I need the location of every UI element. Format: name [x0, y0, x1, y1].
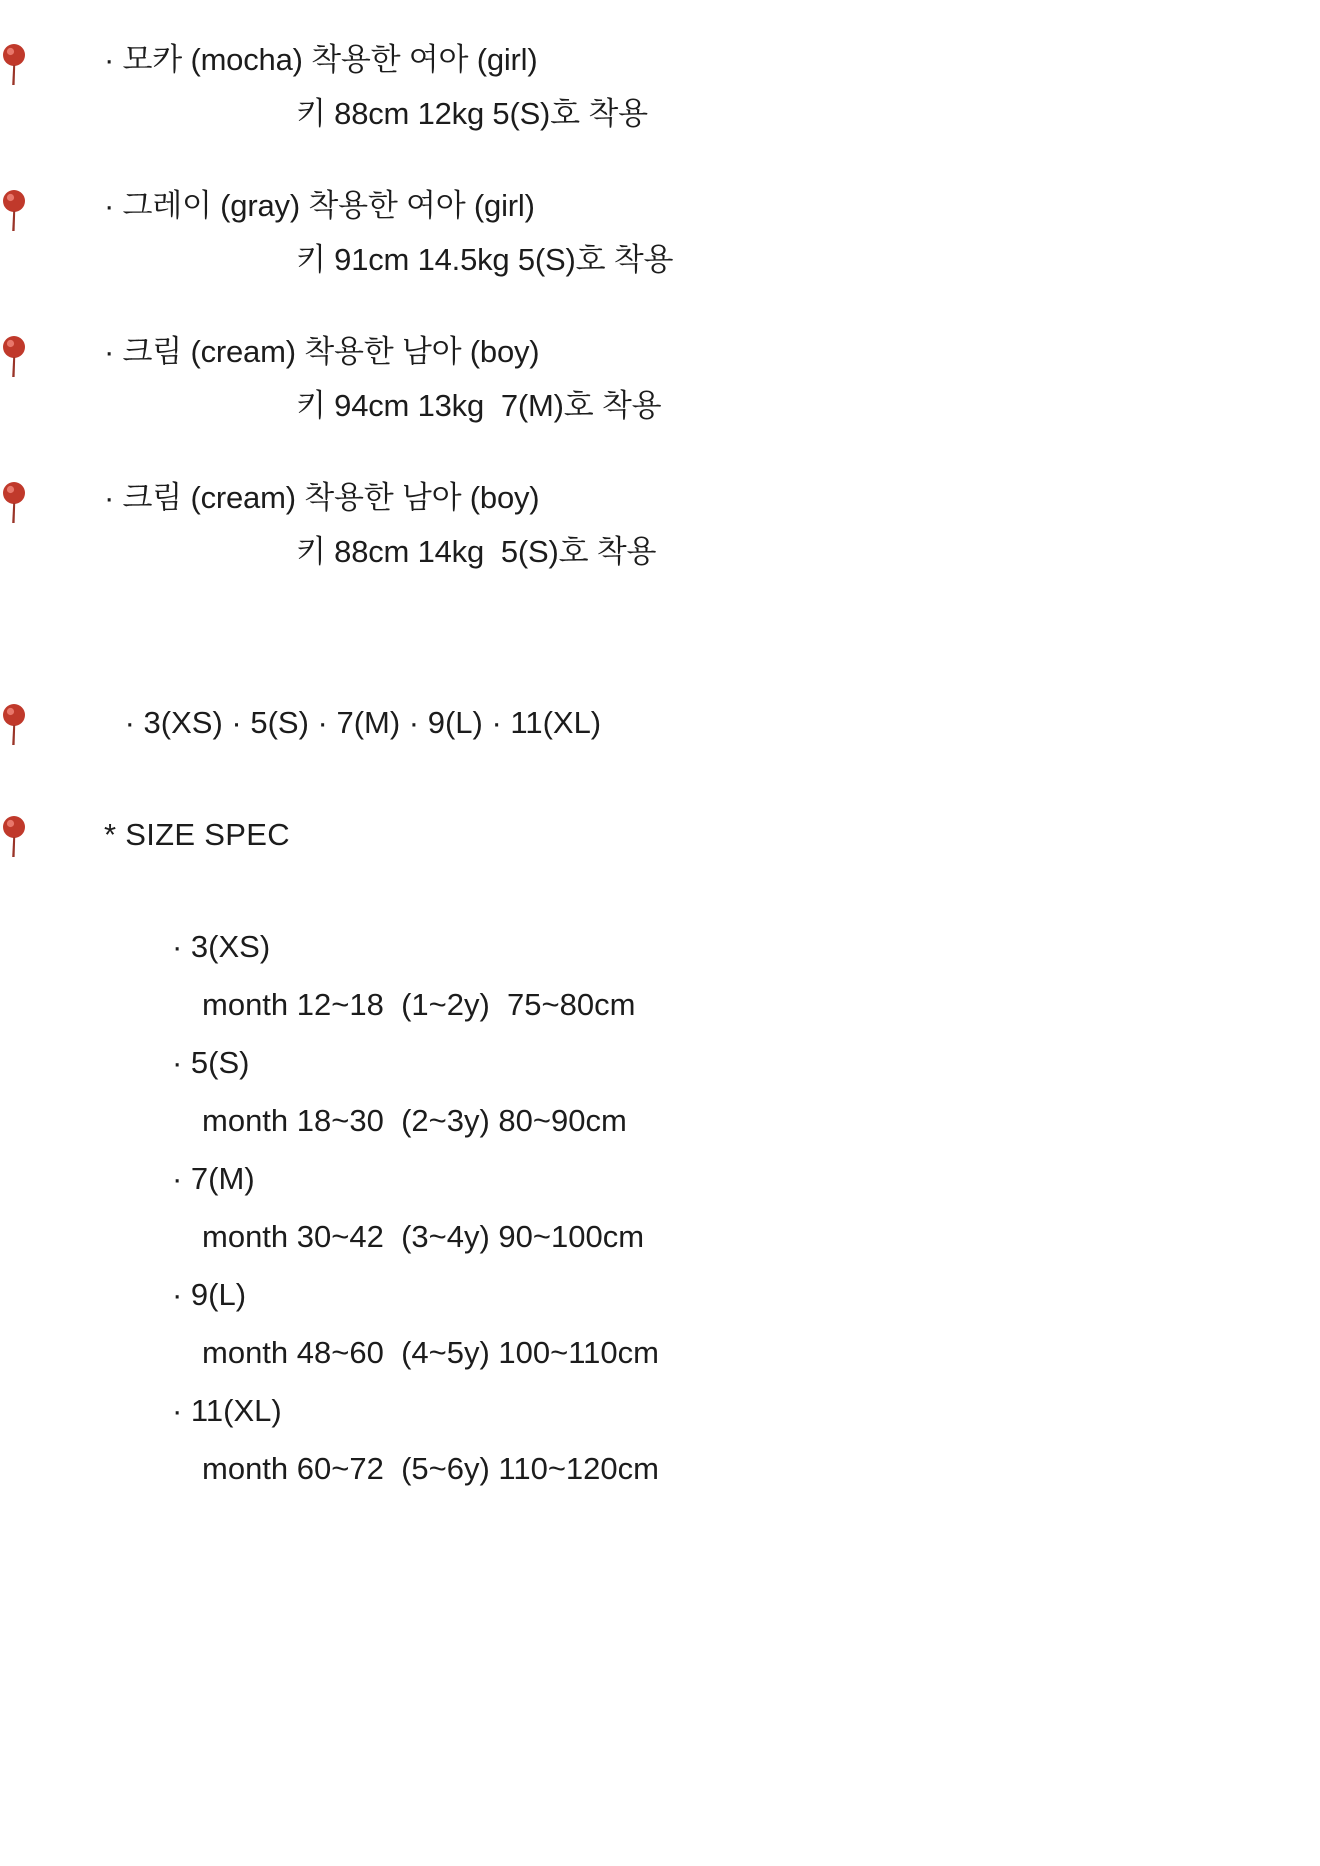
size-spec-label: · 3(XS) — [172, 929, 271, 964]
spacer — [0, 744, 1320, 814]
size-spec-title: * SIZE SPEC — [104, 817, 290, 852]
size-spec-item — [172, 1266, 1320, 1382]
model-note-line2: 키 91cm 14.5kg 5(S)호 착용 — [296, 242, 674, 277]
size-spec-label: · 7(M) — [172, 1161, 255, 1196]
size-spec-label: · 9(L) — [172, 1277, 247, 1312]
size-spec-item — [172, 1034, 1320, 1150]
size-spec-list — [0, 918, 1320, 1498]
size-spec-item — [172, 1150, 1320, 1266]
model-note-item — [0, 186, 1320, 280]
model-note-item — [0, 478, 1320, 572]
size-spec-detail: month 30~42 (3~4y) 90~100cm — [202, 1219, 645, 1254]
model-note-line1: · 그레이 (gray) 착용한 여아 (girl) — [104, 188, 535, 223]
model-note-line1: · 크림 (cream) 착용한 남아 (boy) — [104, 480, 540, 515]
pushpin-icon — [0, 814, 30, 858]
model-note-line2: 키 88cm 12kg 5(S)호 착용 — [296, 96, 648, 131]
size-spec-item — [172, 918, 1320, 1034]
model-note-line1: · 크림 (cream) 착용한 남아 (boy) — [104, 334, 540, 369]
size-spec-detail: month 60~72 (5~6y) 110~120cm — [202, 1451, 659, 1486]
pushpin-icon — [0, 702, 30, 746]
size-spec-label: · 5(S) — [172, 1045, 250, 1080]
model-note-item — [0, 332, 1320, 426]
size-spec-detail: month 12~18 (1~2y) 75~80cm — [202, 987, 636, 1022]
pushpin-icon — [0, 334, 30, 378]
available-sizes-row — [0, 702, 1320, 744]
model-note-line2: 키 94cm 13kg 7(M)호 착용 — [296, 388, 662, 423]
pushpin-icon — [0, 188, 30, 232]
model-note-item — [0, 40, 1320, 134]
size-spec-detail: month 48~60 (4~5y) 100~110cm — [202, 1335, 659, 1370]
model-note-line1: · 모카 (mocha) 착용한 여아 (girl) — [104, 42, 538, 77]
size-spec-label: · 11(XL) — [172, 1393, 282, 1428]
spacer — [0, 624, 1320, 702]
size-spec-item — [172, 1382, 1320, 1498]
pushpin-icon — [0, 42, 30, 86]
size-spec-detail: month 18~30 (2~3y) 80~90cm — [202, 1103, 627, 1138]
pushpin-icon — [0, 480, 30, 524]
size-spec-heading — [0, 814, 1320, 856]
model-note-line2: 키 88cm 14kg 5(S)호 착용 — [296, 534, 657, 569]
available-sizes-text: · 3(XS) · 5(S) · 7(M) · 9(L) · 11(XL) — [116, 705, 602, 740]
